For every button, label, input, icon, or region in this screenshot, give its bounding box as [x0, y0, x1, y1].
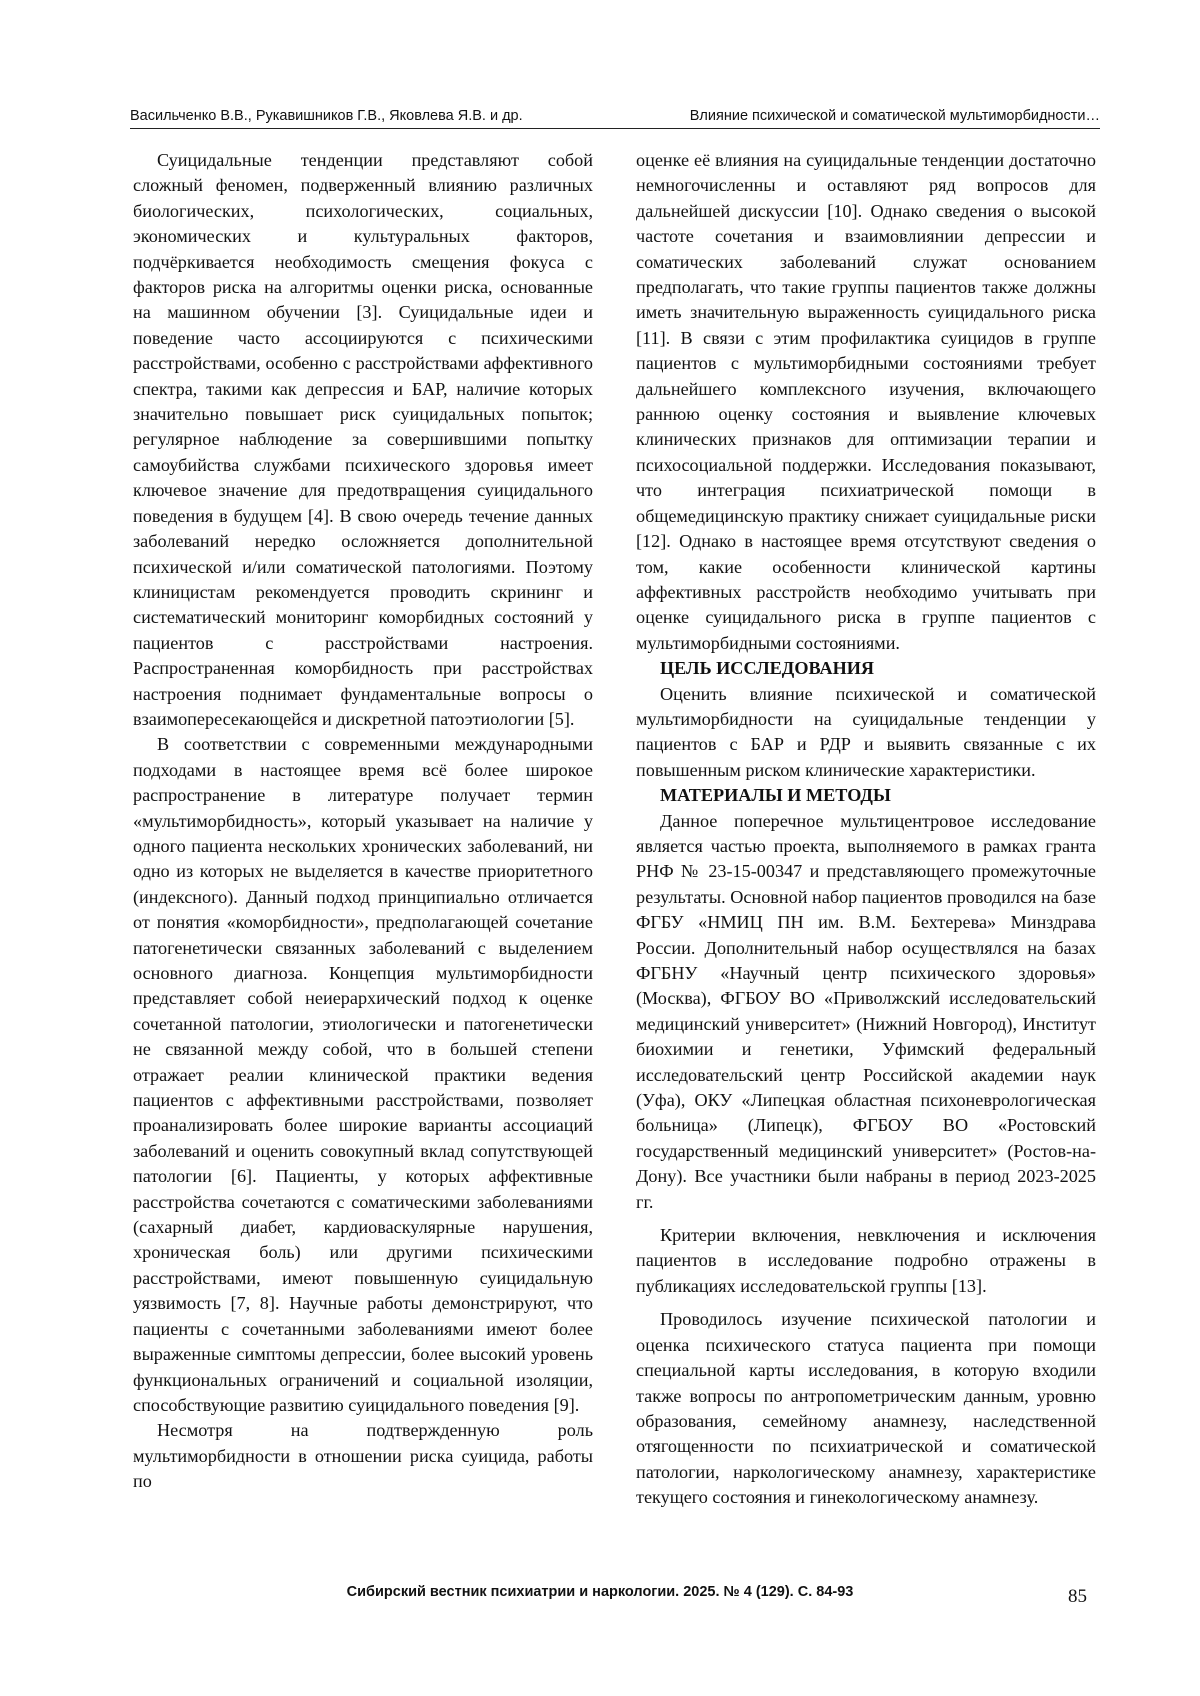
- header-running-title: Влияние психической и соматической мультиморбидности…: [689, 108, 1100, 124]
- section-heading-methods: МАТЕРИАЛЫ И МЕТОДЫ: [660, 785, 891, 806]
- running-header: [130, 106, 1100, 129]
- paragraph: оценке её влияния на суицидальные тенденции достаточно немногочисленны и оставляют ряд вопросов для дальнейшей дискуссии [10]. Однако сведения о высокой частоте сочетания и взаимовлиянии депрессии и соматических заболеваний служат основанием предполагать, что такие группы пациентов также должны иметь значительную выраженность суицидального риска [11]. В связи с этим профилактика суицидов в группе пациентов с мультиморбидными состояниями требует дальнейшего комплексного изучения, включающего раннюю оценку состояния и выявление ключевых клинических признаков для оптимизации терапии и психосоциальной поддержки. Исследования показывают, что интеграция психиатрической помощи в общемедицинскую практику снижает суицидальные риски [12]. Однако в настоящее время отсутствуют сведения о том, какие особенности клинической картины аффективных расстройств необходимо учитывать при оценке суицидального риска в группе пациентов с мультиморбидными состояниями.: [636, 150, 1096, 653]
- paragraph: Критерии включения, невключения и исключения пациентов в исследование подробно отражены в публикациях исследовательской группы [13].: [636, 1225, 1096, 1296]
- section-heading-aim: ЦЕЛЬ ИССЛЕДОВАНИЯ: [660, 658, 875, 679]
- paragraph: Суицидальные тенденции представляют собой сложный феномен, подверженный влиянию различных биологических, психологических, социальных, экономических и культуральных факторов, подчёркивается необходимость смещения фокуса с факторов риска на алгоритмы оценки риска, основанные на машинном обучении [3]. Суицидальные идеи и поведение часто ассоциируются с психическими расстройствами, особенно с расстройствами аффективного спектра, такими как депрессия и БАР, наличие которых значительно повышает риск суицидальных попыток; регулярное наблюдение за совершившими попытку самоубийства службами психического здоровья имеет ключевое значение для предотвращения суицидального поведения в будущем [4]. В свою очередь течение данных заболеваний нередко осложняется дополнительной психической и/или соматической патологиями. Поэтому клиницистам рекомендуется проводить скрининг и систематический мониторинг коморбидных состояний у пациентов с расстройствами настроения. Распространенная коморбидность при расстройствах настроения поднимает фундаментальные вопросы о взаимопересекающейся и дискретной патоэтиологии [5].: [133, 150, 593, 729]
- right-column: [636, 148, 1096, 1511]
- paragraph: Оценить влияние психической и соматической мультиморбидности на суицидальные тенденции у пациентов с БАР и РДР и выявить связанные с их повышенным риском клинические характеристики.: [636, 683, 1096, 780]
- header-authors: Васильченко В.В., Рукавишников Г.В., Яковлева Я.В. и др.: [130, 108, 523, 124]
- paragraph: Данное поперечное мультицентровое исследование является частью проекта, выполняемого в рамках гранта РНФ № 23-15-00347 и представляющего промежуточные результаты. Основной набор пациентов проводился на базе ФГБУ «НМИЦ ПН им. В.М. Бехтерева» Минздрава России. Дополнительный набор осуществлялся на базах ФГБНУ «Научный центр психического здоровья» (Москва), ФГБОУ ВО «Приволжский исследовательский медицинский университет» (Нижний Новгород), Институт биохимии и генетики, Уфимский федеральный исследовательский центр Российской академии наук (Уфа), ОКУ «Липецкая областная психоневрологическая больница» (Липецк), ФГБОУ ВО «Ростовский государственный медицинский университет» (Ростов-на-Дону). Все участники были набраны в период 2023-2025 гг.: [636, 810, 1096, 1212]
- page-number: 85: [1068, 1586, 1087, 1607]
- paragraph: Несмотря на подтвержденную роль мультиморбидности в отношении риска суицида, работы по: [133, 1420, 593, 1492]
- left-column: [133, 148, 593, 1495]
- paragraph: Проводилось изучение психической патологии и оценка психического статуса пациента при помощи специальной карты исследования, в которую входили также вопросы по антропометрическим данным, уровню образования, семейному анамнезу, наследственной отягощенности по психиатрической и соматической патологии, наркологическому анамнезу, характеристике текущего состояния и гинекологическому анамнезу.: [636, 1309, 1096, 1508]
- journal-footer: Сибирский вестник психиатрии и наркологии. 2025. № 4 (129). С. 84-93: [346, 1584, 854, 1600]
- paragraph: В соответствии с современными международными подходами в настоящее время всё более широкое распространение в литературе получает термин «мультиморбидность», который указывает на наличие у одного пациента нескольких хронических заболеваний, ни одно из которых не выделяется в качестве приоритетного (индексного). Данный подход принципиально отличается от понятия «коморбидности», предполагающей сочетание патогенетически связанных заболеваний с выделением основного диагноза. Концепция мультиморбидности представляет собой неиерархический подход к оценке сочетанной патологии, этиологически и патогенетически не связанной между собой, что в большей степени отражает реалии клинической практики ведения пациентов с аффективными расстройствами, позволяет проанализировать более широкие варианты ассоциаций заболеваний и оценить совокупный вклад сопутствующей патологии [6]. Пациенты, у которых аффективные расстройства сочетаются с соматическими заболеваниями (сахарный диабет, кардиоваскулярные нарушения, хроническая боль) или другими психическими расстройствами, имеют повышенную суицидальную уязвимость [7, 8]. Научные работы демонстрируют, что пациенты с сочетанными заболеваниями имеют более выраженные симптомы депрессии, более высокий уровень функциональных ограничений и социальной изоляции, способствующие развитию суицидального поведения [9].: [133, 734, 593, 1415]
